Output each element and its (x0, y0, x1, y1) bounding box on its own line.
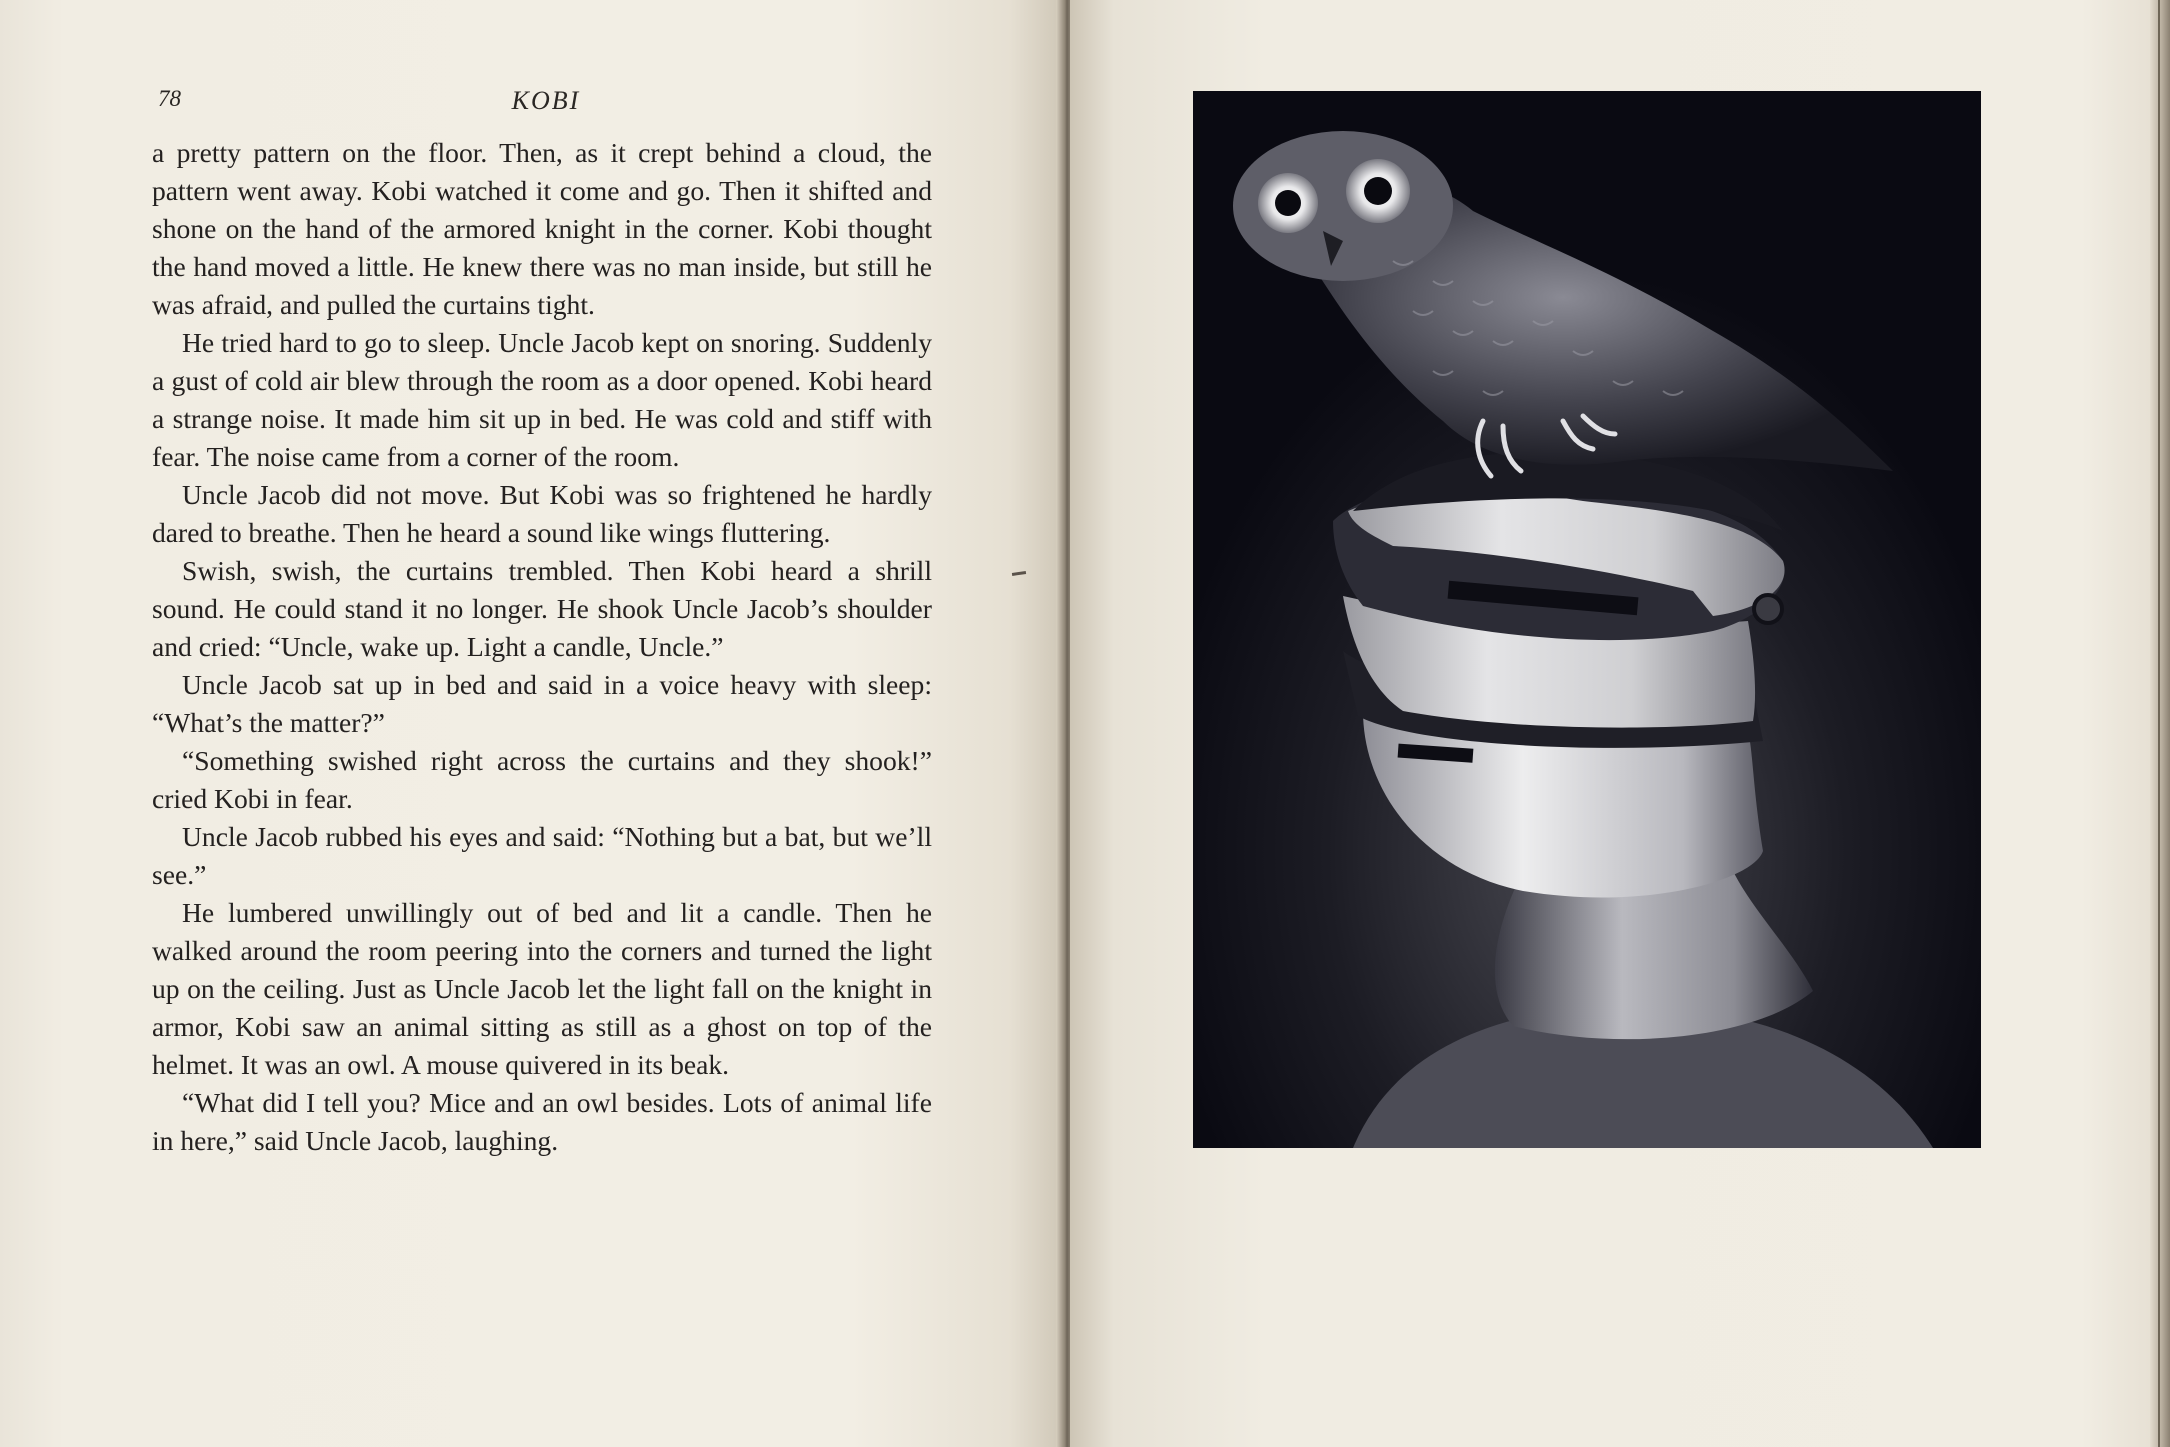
body-text (152, 134, 932, 1160)
page-header (158, 86, 934, 124)
owl-right-pupil (1364, 177, 1392, 205)
left-page (0, 0, 1062, 1447)
helmet-rivet (1754, 595, 1782, 623)
owl-left-pupil (1275, 190, 1301, 216)
paragraph: Uncle Jacob sat up in bed and said in a voice heavy with sleep: “What’s the matter?” (152, 669, 932, 738)
running-title: KOBI (511, 86, 581, 115)
paragraph: Uncle Jacob did not move. But Kobi was so frightened he hardly dared to breathe. Then he heard a sound like wings fluttering. (152, 479, 932, 548)
illustration-artwork (1193, 91, 1981, 1148)
page-number: 78 (158, 86, 181, 111)
page-edge-line (2158, 0, 2160, 1447)
paragraph: Uncle Jacob rubbed his eyes and said: “Nothing but a bat, but we’ll see.” (152, 821, 932, 890)
owl-helmet-illustration (1193, 91, 1981, 1148)
paragraph: He lumbered unwillingly out of bed and lit a candle. Then he walked around the room peering into the corners and turned the light up on the ceiling. Just as Uncle Jacob let the light fall on the knight in armor, Kobi saw an animal sitting as still as a ghost on top of the helmet. It was an owl. A mouse quivered in its beak. (152, 897, 932, 1080)
paragraph: He tried hard to go to sleep. Uncle Jacob kept on snoring. Suddenly a gust of cold air blew through the room as a door opened. Kobi heard a strange noise. It made him sit up in bed. He was cold and stiff with fear. The noise came from a corner of the room. (152, 327, 932, 472)
margin-ink-mark (1012, 571, 1026, 576)
paragraph: “Something swished right across the curtains and they shook!” cried Kobi in fear. (152, 745, 932, 814)
paragraph: a pretty pattern on the floor. Then, as it crept behind a cloud, the pattern went away. Kobi watched it come and go. Then it shifted and shone on the hand of the armored knight in the corner. Kobi thought the hand moved a little. He knew there was no man inside, but still he was afraid, and pulled the curtains tight. (152, 137, 932, 320)
paragraph: Swish, swish, the curtains trembled. Then Kobi heard a shrill sound. He could stand it no longer. He shook Uncle Jacob’s shoulder and cried: “Uncle, wake up. Light a candle, Uncle.” (152, 555, 932, 662)
paragraph: “What did I tell you? Mice and an owl besides. Lots of animal life in here,” said Uncle Jacob, laughing. (152, 1087, 932, 1156)
page-edge (2150, 0, 2170, 1447)
